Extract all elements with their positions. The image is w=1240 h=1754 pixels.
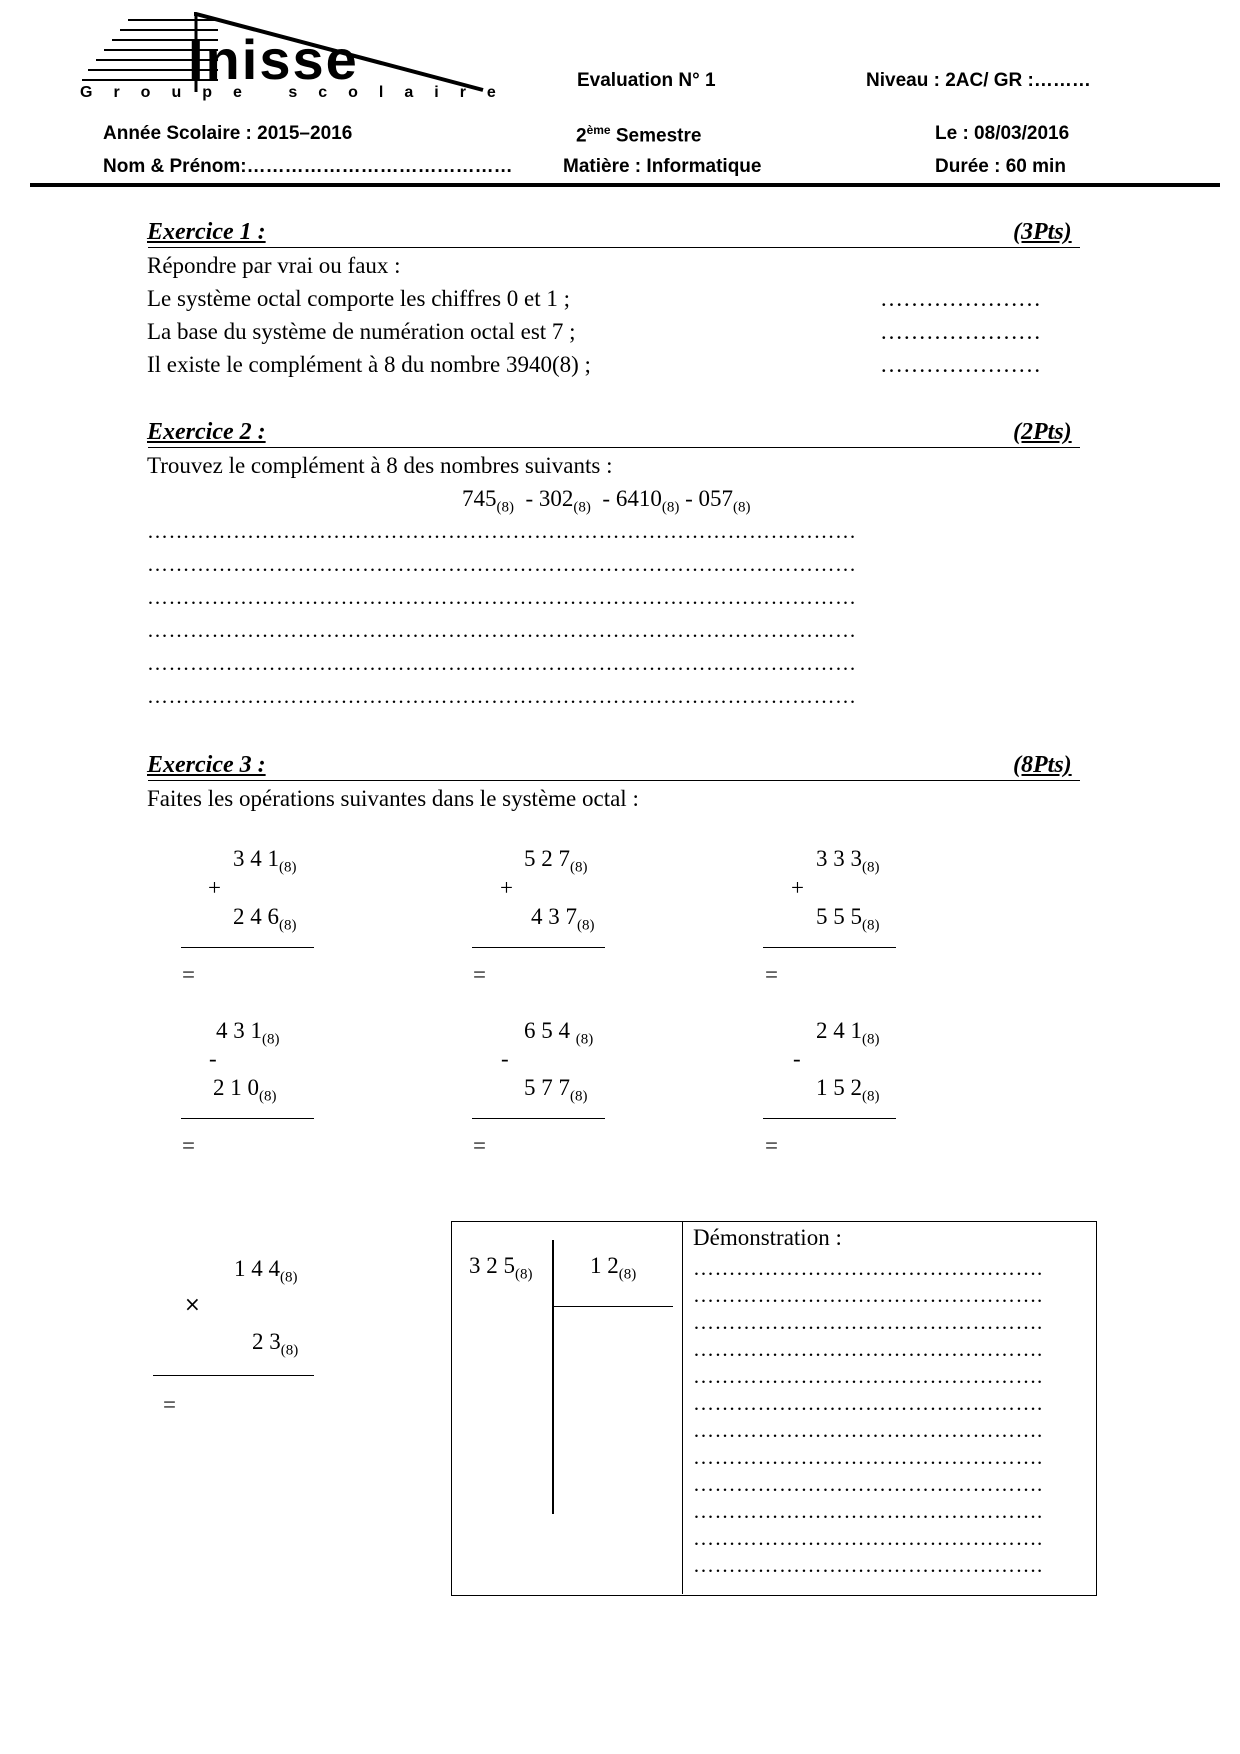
base-label: (8) [570, 1088, 588, 1105]
dividend-value: 3 2 5 [469, 1253, 515, 1278]
demo-line[interactable]: …………………………………………. [693, 1256, 1043, 1280]
divisor-value: 1 2 [590, 1253, 619, 1278]
operator: - [501, 1046, 509, 1071]
ex2-answer-line[interactable]: ……………………………………………………………………………………… [147, 651, 857, 675]
exam-date: Le : 08/03/2016 [935, 123, 1070, 144]
operand-top-value: 3 4 1 [233, 846, 279, 871]
operand-bottom-value: 5 5 5 [816, 904, 862, 929]
operand-top-value: 3 3 3 [816, 846, 862, 871]
ex2-number-2: 302 [538, 486, 574, 511]
division-horizontal-bar [552, 1306, 673, 1307]
base-label: (8) [259, 1088, 277, 1105]
operand-bottom [252, 1329, 298, 1360]
ex2-answer-line[interactable]: ……………………………………………………………………………………… [147, 552, 857, 576]
operand-bottom [524, 1075, 588, 1106]
ex2-answer-line[interactable]: ……………………………………………………………………………………… [147, 618, 857, 642]
ex1-statement-1: Le système octal comporte les chiffres 0 et 1 ; [147, 286, 571, 311]
ex1-answer-3[interactable]: ………………… [880, 352, 1041, 377]
base-label: (8) [262, 1031, 280, 1048]
logo-subtitle: Groupe scolaire [80, 84, 517, 101]
result-line [472, 947, 605, 948]
operator: + [500, 875, 513, 900]
ex2-number-3: 6410 [615, 486, 662, 511]
base-label: (8) [570, 859, 588, 876]
ex3-instruction: Faites les opérations suivantes dans le système octal : [147, 786, 639, 811]
ex2-number-1: 745 [462, 486, 497, 511]
equals-sign: = [182, 962, 195, 987]
ex1-statement-3: Il existe le complément à 8 du nombre 3940(8) ; [147, 352, 591, 377]
ex2-numbers: $745_{(8)} - 302_{(8)} - 6410_{(8)} - 057_{(8)}$ [462, 486, 751, 516]
ex2-number-4: 057 [698, 486, 734, 511]
equals-sign: = [473, 962, 486, 987]
demo-line[interactable]: …………………………………………. [693, 1553, 1043, 1577]
base-label: (8) [279, 859, 297, 876]
ex1-statement-2: La base du système de numération octal est 7 ; [147, 319, 576, 344]
ex3-title: Exercice 3 : [147, 752, 266, 778]
base-label: (8) [280, 1342, 299, 1359]
semester-label: Semestre [610, 125, 702, 147]
operand-bottom-value: 5 7 7 [524, 1075, 570, 1100]
operator: - [793, 1046, 801, 1071]
operand-top [816, 1018, 880, 1049]
division-vertical-bar [552, 1240, 554, 1514]
multiply-operator: × [184, 1292, 201, 1316]
equals-sign: = [765, 962, 778, 987]
result-line [153, 1375, 314, 1376]
ex3-points: (8Pts) [1013, 752, 1072, 778]
result-line [181, 1118, 314, 1119]
header-divider [30, 183, 1220, 187]
operand-bottom [213, 1075, 277, 1106]
base-label: (8) [862, 1088, 880, 1105]
base-label: (8) [661, 499, 680, 516]
semester-number: 2 [576, 125, 587, 147]
demo-line[interactable]: …………………………………………. [693, 1472, 1043, 1496]
ex1-answer-1[interactable]: ………………… [880, 286, 1041, 311]
operand-top [816, 846, 880, 877]
operand-top [234, 1256, 298, 1287]
school-logo [78, 12, 517, 104]
operand-top-value: 1 4 4 [234, 1256, 280, 1281]
operand-bottom [816, 904, 880, 935]
operand-top [216, 1018, 280, 1049]
ex2-points: (2Pts) [1013, 419, 1072, 445]
ex2-answer-line[interactable]: ……………………………………………………………………………………… [147, 519, 857, 543]
base-label: (8) [862, 859, 880, 876]
division-box-separator [682, 1222, 683, 1594]
evaluation-number: Evaluation N° 1 [577, 70, 716, 91]
ex1-answer-2[interactable]: ………………… [880, 319, 1041, 344]
ex1-instruction: Répondre par vrai ou faux : [147, 253, 401, 278]
operand-bottom-value: 2 3 [252, 1329, 281, 1354]
demo-line[interactable]: …………………………………………. [693, 1526, 1043, 1550]
operator: + [208, 875, 221, 900]
base-label: (8) [573, 499, 591, 516]
operand-top-value: 2 4 1 [816, 1018, 862, 1043]
operator: - [209, 1046, 217, 1071]
equals-sign: = [182, 1133, 195, 1158]
operand-top-value: 5 2 7 [524, 846, 570, 871]
semester-suffix: ème [586, 123, 611, 137]
base-label: (8) [280, 1269, 298, 1286]
equals-sign: = [473, 1133, 486, 1158]
subject: Matière : Informatique [563, 156, 762, 177]
divisor [590, 1253, 636, 1284]
duration: Durée : 60 min [935, 156, 1066, 177]
result-line [472, 1118, 605, 1119]
ex3-underline [148, 780, 1080, 781]
base-label: (8) [279, 917, 297, 934]
demo-line[interactable]: …………………………………………. [693, 1310, 1043, 1334]
operand-top-value: 6 5 4 [524, 1018, 576, 1043]
base-label: (8) [515, 1266, 533, 1283]
operand-bottom-value: 2 1 0 [213, 1075, 259, 1100]
logo-name: Inisse [188, 28, 359, 91]
equals-sign: = [765, 1133, 778, 1158]
operand-bottom [233, 904, 297, 935]
ex2-answer-line[interactable]: ……………………………………………………………………………………… [147, 684, 857, 708]
demo-line[interactable]: …………………………………………. [693, 1364, 1043, 1388]
ex2-title: Exercice 2 : [147, 419, 266, 445]
base-label: (8) [496, 499, 514, 516]
ex1-underline [148, 247, 1080, 248]
operand-top-value: 4 3 1 [216, 1018, 262, 1043]
base-label: (8) [862, 1031, 880, 1048]
demo-line[interactable]: …………………………………………. [693, 1499, 1043, 1523]
dividend [469, 1253, 533, 1284]
ex2-underline [148, 447, 1080, 448]
operand-bottom [816, 1075, 880, 1106]
base-label: (8) [733, 499, 751, 516]
ex2-instruction: Trouvez le complément à 8 des nombres suivants : [147, 453, 613, 478]
demo-line[interactable]: …………………………………………. [693, 1445, 1043, 1469]
base-label: (8) [577, 917, 595, 934]
base-label: (8) [862, 917, 880, 934]
demo-label: Démonstration : [693, 1225, 842, 1250]
student-name-field[interactable]: Nom & Prénom:…………………………………… [103, 156, 513, 177]
base-label: (8) [575, 1031, 594, 1048]
operand-bottom [531, 904, 595, 935]
operand-top [524, 1018, 593, 1049]
demo-line[interactable]: …………………………………………. [693, 1418, 1043, 1442]
result-line [763, 1118, 896, 1119]
operand-bottom-value: 2 4 6 [233, 904, 279, 929]
operand-top [233, 846, 297, 877]
result-line [181, 947, 314, 948]
ex1-points: (3Pts) [1013, 219, 1072, 245]
operand-bottom-value: 4 3 7 [531, 904, 577, 929]
semester [576, 123, 701, 147]
demo-line[interactable]: …………………………………………. [693, 1337, 1043, 1361]
operand-bottom-value: 1 5 2 [816, 1075, 862, 1100]
niveau-group: Niveau : 2AC/ GR :……… [866, 70, 1091, 91]
equals-sign: = [163, 1392, 176, 1417]
ex1-title: Exercice 1 : [147, 219, 266, 245]
operator: + [791, 875, 804, 900]
demo-line[interactable]: …………………………………………. [693, 1283, 1043, 1307]
ex2-answer-line[interactable]: ……………………………………………………………………………………… [147, 585, 857, 609]
operand-top [524, 846, 588, 877]
base-label: (8) [618, 1266, 637, 1283]
result-line [763, 947, 896, 948]
demo-line[interactable]: …………………………………………. [693, 1391, 1043, 1415]
school-year: Année Scolaire : 2015–2016 [103, 123, 353, 144]
